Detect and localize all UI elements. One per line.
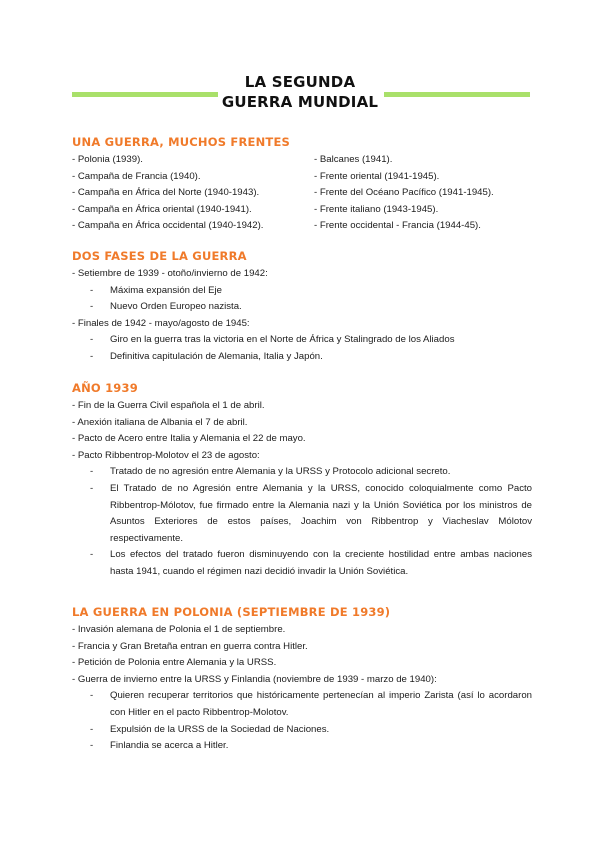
- event-item: - Anexión italiana de Albania el 7 de abril.: [72, 416, 248, 428]
- event-sub-item: [72, 722, 532, 739]
- event-item: - Pacto Ribbentrop-Molotov el 23 de agosto:: [72, 449, 260, 461]
- dash-bullet: -: [90, 334, 94, 346]
- title-line-1: LA SEGUNDA: [244, 73, 356, 91]
- front-item: - Campaña de Francia (1940).: [72, 170, 201, 182]
- phase-sub-text: Nuevo Orden Europeo nazista.: [110, 301, 242, 313]
- event-item: - Invasión alemana de Polonia el 1 de septiembre.: [72, 624, 286, 635]
- event-sub-item: [72, 738, 532, 755]
- phase-sub-item: [72, 332, 532, 349]
- event-sub-text: Expulsión de la URSS de la Sociedad de Naciones.: [110, 723, 330, 735]
- event-item: - Pacto de Acero entre Italia y Alemania el 22 de mayo.: [72, 433, 306, 445]
- phase-item: - Finales de 1942 - mayo/agosto de 1945:: [72, 317, 250, 329]
- fronts-right-column: [314, 152, 532, 235]
- front-item: - Balcanes (1941).: [314, 154, 393, 165]
- event-item: - Petición de Polonia entre Alemania y la URSS.: [72, 657, 277, 669]
- event-sub-text: Finlandia se acerca a Hitler.: [110, 740, 229, 752]
- event-sub-item: [72, 547, 532, 580]
- title-line-2: GUERRA MUNDIAL: [221, 93, 379, 111]
- section-fronts: [72, 134, 532, 235]
- phase-sub-text: Definitiva capitulación de Alemania, Italia y Japón.: [110, 350, 323, 362]
- event-sub-text: El Tratado de no Agresión entre Alemania y la URSS, conocido coloquialmente como Pacto Ribbentrop-Mólotov, fue firmado entre la Alemania nazi y la Unión Soviética por los ministros de Asuntos Exteriores de estos países, Joachim von Ribbentrop y Viacheslav Mólotov respectivamente.: [110, 482, 532, 544]
- event-item: - Fin de la Guerra Civil española el 1 de abril.: [72, 400, 265, 411]
- event-item: - Guerra de invierno entre la URSS y Finlandia (noviembre de 1939 - marzo de 1940):: [72, 673, 437, 685]
- event-sub-item: [72, 464, 532, 481]
- section-phases: [72, 248, 532, 366]
- event-sub-text: Los efectos del tratado fueron disminuyendo con la creciente hostilidad entre ambas naciones hasta 1941, cuando el régimen nazi decidió invadir la Unión Soviética.: [110, 549, 532, 577]
- dash-bullet: -: [90, 301, 94, 313]
- section-poland: [72, 604, 532, 755]
- dash-bullet: -: [90, 350, 94, 362]
- event-sub-item: [72, 481, 532, 547]
- title-rule-left: [72, 92, 218, 97]
- front-item: - Campaña en África occidental (1940-1942).: [72, 220, 264, 232]
- event-sub-text: Quieren recuperar territorios que históricamente pertenecían al imperio Zarista (así lo acordaron con Hitler en el pacto Ribbentrop-Molotov.: [110, 690, 532, 718]
- phase-item: - Setiembre de 1939 - otoño/invierno de 1942:: [72, 268, 268, 279]
- front-item: - Frente oriental (1941-1945).: [314, 170, 440, 182]
- dash-bullet: -: [90, 723, 94, 735]
- section-heading-poland: LA GUERRA EN POLONIA (SEPTIEMBRE DE 1939): [72, 605, 391, 619]
- section-heading-fronts: UNA GUERRA, MUCHOS FRENTES: [72, 135, 290, 149]
- dash-bullet: -: [90, 466, 94, 478]
- section-heading-1939: AÑO 1939: [72, 381, 138, 395]
- front-item: - Campaña en África oriental (1940-1941).: [72, 203, 252, 215]
- dash-bullet: -: [90, 740, 94, 752]
- dash-bullet: -: [90, 549, 94, 561]
- title-rule-right: [384, 92, 530, 97]
- phase-sub-item: [72, 283, 532, 300]
- phase-sub-text: Giro en la guerra tras la victoria en el Norte de África y Stalingrado de los Aliados: [110, 334, 455, 346]
- event-item: - Francia y Gran Bretaña entran en guerra contra Hitler.: [72, 640, 308, 652]
- front-item: - Campaña en África del Norte (1940-1943).: [72, 187, 260, 199]
- front-item: - Frente occidental - Francia (1944-45).: [314, 220, 481, 232]
- event-sub-text: Tratado de no agresión entre Alemania y la URSS y Protocolo adicional secreto.: [110, 466, 451, 478]
- section-1939: [72, 380, 532, 581]
- phase-sub-item: [72, 349, 532, 366]
- fronts-left-column: [72, 152, 314, 235]
- dash-bullet: -: [90, 284, 94, 296]
- fronts-columns: [72, 152, 532, 235]
- front-item: - Frente del Océano Pacífico (1941-1945).: [314, 187, 494, 199]
- phase-sub-text: Máxima expansión del Eje: [110, 284, 222, 296]
- event-sub-item: [72, 688, 532, 721]
- front-item: - Frente italiano (1943-1945).: [314, 203, 439, 215]
- phase-sub-item: [72, 299, 532, 316]
- dash-bullet: -: [90, 482, 94, 494]
- section-heading-phases: DOS FASES DE LA GUERRA: [72, 249, 247, 263]
- front-item: - Polonia (1939).: [72, 154, 143, 165]
- dash-bullet: -: [90, 690, 94, 702]
